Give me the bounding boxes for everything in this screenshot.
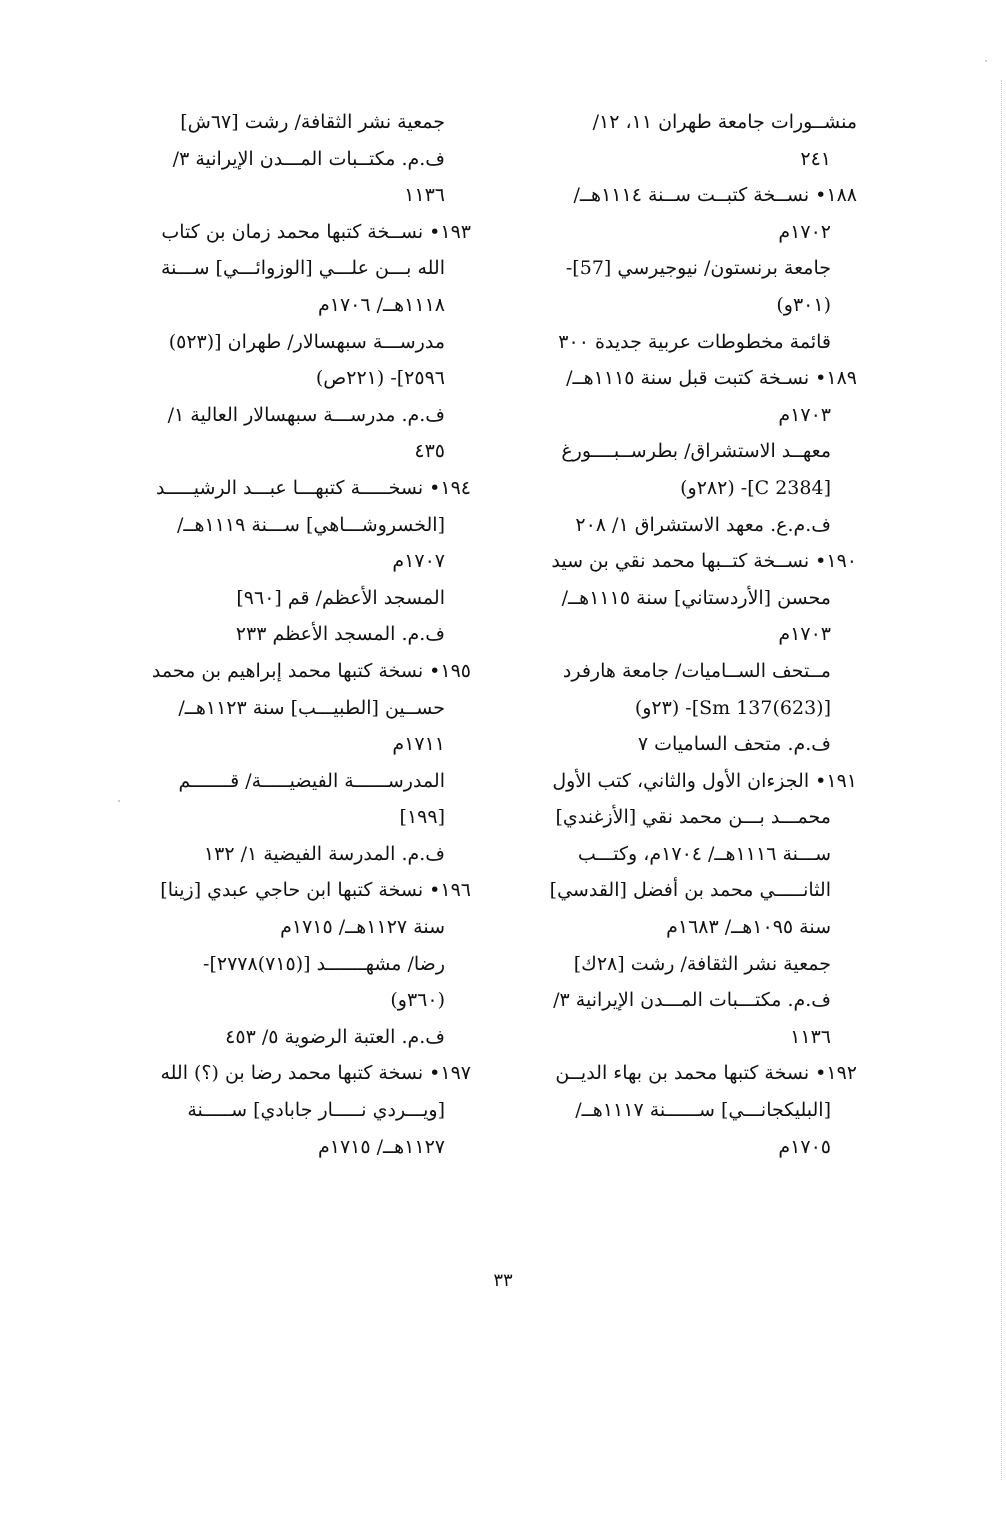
text-line: ١١٣٦ (404, 184, 445, 207)
scan-speck (118, 800, 120, 802)
text-line: منشــورات جامعة طهران ١١، ١٢/ (592, 111, 857, 133)
text-line: مــتحف الســاميات/ جامعة هارفرد (562, 659, 831, 682)
entry-heading-195: ١٩٥• نسخة كتبها محمد إبراهيم بن محمد (151, 659, 471, 682)
text-line: ١٧٠٢م (778, 220, 831, 243)
text-line: جامعة برنستون/ نيوجيرسي [57]- (565, 257, 831, 280)
text-line: حســين [الطبيـــب] سنة ١١٢٣هــ/ (178, 696, 445, 719)
text-line: [ويـــردي نـــــار جابادي] ســـــنة (187, 1099, 445, 1122)
text-line: ١٧٠٣م (778, 403, 831, 426)
text-line: رضا/ مشهـــــــد [(٧١٥)٢٧٧٨]- (203, 952, 445, 975)
text-line: جمعية نشر الثقافة/ رشت [٢٨ك] (573, 952, 831, 975)
text-line: الثانـــــي محمد بن أفضل [القدسي] (549, 879, 831, 902)
right-column (497, 104, 857, 1165)
entry-heading-193: ١٩٣• نســخة كتبها محمد زمان بن كتاب (161, 220, 471, 243)
text-line: معهــد الاستشراق/ بطرســبــــورغ (561, 440, 831, 463)
text-line: ١٧٠٥م (778, 1135, 831, 1158)
text-line: ١٧٠٣م (778, 623, 831, 646)
text-line: الله بـــن علـــي [الوزوائـــي] ســـنة (160, 257, 445, 280)
text-line: [البليكجانـــي] ســــــنة ١١١٧هــ/ (575, 1099, 831, 1122)
entry-heading-188: ١٨٨• نســخة كتبــت ســنة ١١١٤هــ/ (573, 184, 857, 207)
entry-heading-192: ١٩٢• نسخة كتبها محمد بن بهاء الديــن (555, 1062, 857, 1085)
text-line: ف.م. المسجد الأعظم ٢٣٣ (235, 623, 445, 646)
left-column (111, 104, 471, 1165)
scan-edge-line (1000, 80, 1002, 1480)
text-line: [Sm 137(623)]- (٢٣و) (634, 696, 831, 719)
text-line: ١٧١١م (392, 733, 445, 756)
text-line: ف.م. مكتــبات المـــدن الإيرانية ٣/ (172, 147, 445, 170)
text-line: المسجد الأعظم/ قم [٩٦٠] (236, 586, 445, 609)
text-line: [الخسروشـــاهي] ســـنة ١١١٩هــ/ (176, 513, 445, 536)
text-line: مدرســـة سبهسالار/ طهران [(٥٢٣) (168, 330, 445, 353)
text-line: سنة ١٠٩٥هــ/ ١٦٨٣م (666, 916, 831, 939)
entry-heading-191: ١٩١• الجزءان الأول والثاني، كتب الأول (552, 769, 857, 792)
text-line: محسن [الأردستاني] سنة ١١١٥هــ/ (561, 586, 831, 609)
text-line: ف.م. المدرسة الفيضية ١/ ١٣٢ (203, 842, 445, 865)
text-line: ٤٣٥ (414, 440, 445, 463)
text-line: [١٩٩] (399, 806, 445, 829)
text-line: ف.م. العتبة الرضوية ٥/ ٤٥٣ (225, 1025, 445, 1048)
text-line: جمعية نشر الثقافة/ رشت [٦٧ش] (180, 111, 445, 133)
text-line: (٣٦٠و) (390, 989, 445, 1012)
text-line: المدرســــــة الفيضيـــــة/ قـــــــم (178, 769, 445, 792)
text-line: ١١٢٧هــ/ ١٧١٥م (317, 1135, 445, 1158)
entry-heading-196: ١٩٦• نسخة كتبها ابن حاجي عبدي [زينا] (160, 879, 471, 902)
text-line: ١١٣٦ (790, 1025, 831, 1048)
text-line: ٢٥٩٦]- (٢٢١ص) (315, 367, 445, 390)
text-line: ف.م.ع. معهد الاستشراق ١/ ٢٠٨ (575, 513, 831, 536)
text-line: ٢٤١ (800, 147, 831, 170)
text-line: ١١١٨هــ/ ١٧٠٦م (317, 293, 445, 316)
text-line: محمـــد بـــن محمد نقي [الأزغندي] (555, 806, 831, 829)
text-line: ١٧٠٧م (392, 550, 445, 573)
text-line: [C 2384]- (٢٨٢و) (680, 476, 831, 499)
entry-heading-194: ١٩٤• نسخـــــة كتبهـــا عبـــد الرشيـــــد (155, 476, 471, 499)
entry-heading-190: ١٩٠• نســخة كتــبها محمد نقي بن سيد (551, 550, 857, 573)
page-number: ٣٣ (493, 1270, 513, 1291)
text-line: ف.م. مكتـــبات المـــدن الإيرانية ٣/ (553, 989, 831, 1012)
text-line: ف.م. متحف الساميات ٧ (637, 733, 831, 756)
text-line: ف.م. مدرســـة سبهسالار العالية ١/ (167, 403, 445, 426)
text-line: ســـنة ١١١٦هــ/ ١٧٠٤م، وكتـــب (577, 842, 831, 865)
text-line: سنة ١١٢٧هــ/ ١٧١٥م (280, 916, 445, 939)
text-line: (٣٠١و) (776, 293, 831, 316)
entry-heading-189: ١٨٩• نسـخة كتبت قبل سنة ١١١٥هــ/ (566, 367, 857, 390)
scan-speck (985, 60, 987, 62)
entry-heading-197: ١٩٧• نسخة كتبها محمد رضا بن (؟) الله (160, 1062, 471, 1085)
text-line: قائمة مخطوطات عربية جديدة ٣٠٠ (558, 330, 831, 353)
